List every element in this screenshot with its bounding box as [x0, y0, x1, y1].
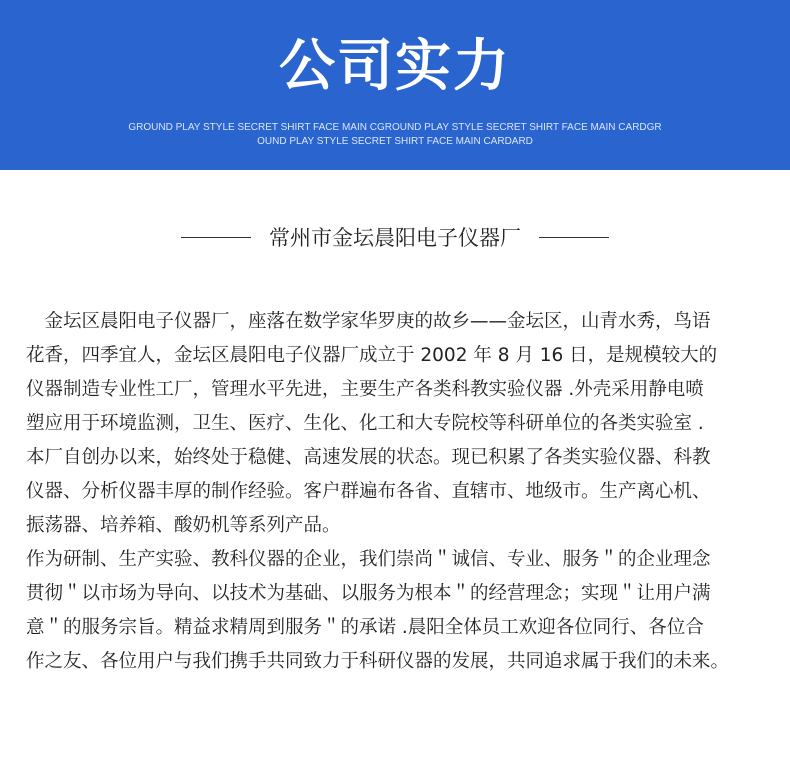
company-heading: [0, 222, 790, 252]
company-description: [26, 305, 776, 679]
header-banner: [0, 0, 790, 170]
text-line: 贯彻＂以市场为导向、以技术为基础、以服务为根本＂的经营理念；实现＂让用户满: [26, 583, 711, 604]
divider: [181, 237, 251, 238]
text-line: 意＂的服务宗旨。精益求精周到服务＂的承诺 .晨阳全体员工欢迎各位同行、各位合: [26, 617, 704, 638]
subtitle: [0, 121, 790, 149]
text-line: 本厂自创办以来，始终处于稳健、高速发展的状态。现已积累了各类实验仪器、科教: [26, 447, 711, 468]
text-line: 作之友、各位用户与我们携手共同致力于科研仪器的发展，共同追求属于我们的未来。: [26, 651, 730, 672]
text-line: 花香，四季宜人，金坛区晨阳电子仪器厂成立于 2002 年 8 月 16 日，是规模较大的: [26, 345, 718, 366]
text-line: 塑应用于环境监测，卫生、医疗、生化、化工和大专院校等科研单位的各类实验室 .: [26, 413, 704, 434]
text-line: 振荡器、培养箱、酸奶机等系列产品。: [26, 515, 341, 536]
company-name: 常州市金坛晨阳电子仪器厂: [269, 226, 521, 250]
subtitle-line: OUND PLAY STYLE SECRET SHIRT FACE MAIN CARDARD: [257, 136, 533, 147]
text-line: 金坛区晨阳电子仪器厂，座落在数学家华罗庚的故乡——金坛区，山青水秀，鸟语: [26, 311, 711, 332]
text-line: 仪器制造专业性工厂，管理水平先进，主要生产各类科教实验仪器 .外壳采用静电喷: [26, 379, 704, 400]
text-line: 仪器、分析仪器丰厚的制作经验。客户群遍布各省、直辖市、地级市。生产离心机、: [26, 481, 711, 502]
text-line: 作为研制、生产实验、教科仪器的企业，我们崇尚＂诚信、专业、服务＂的企业理念: [26, 549, 711, 570]
page-title: 公司实力: [279, 34, 511, 99]
subtitle-line: GROUND PLAY STYLE SECRET SHIRT FACE MAIN CGROUND PLAY STYLE SECRET SHIRT FACE MAIN CARDGR: [128, 122, 662, 133]
divider: [539, 237, 609, 238]
